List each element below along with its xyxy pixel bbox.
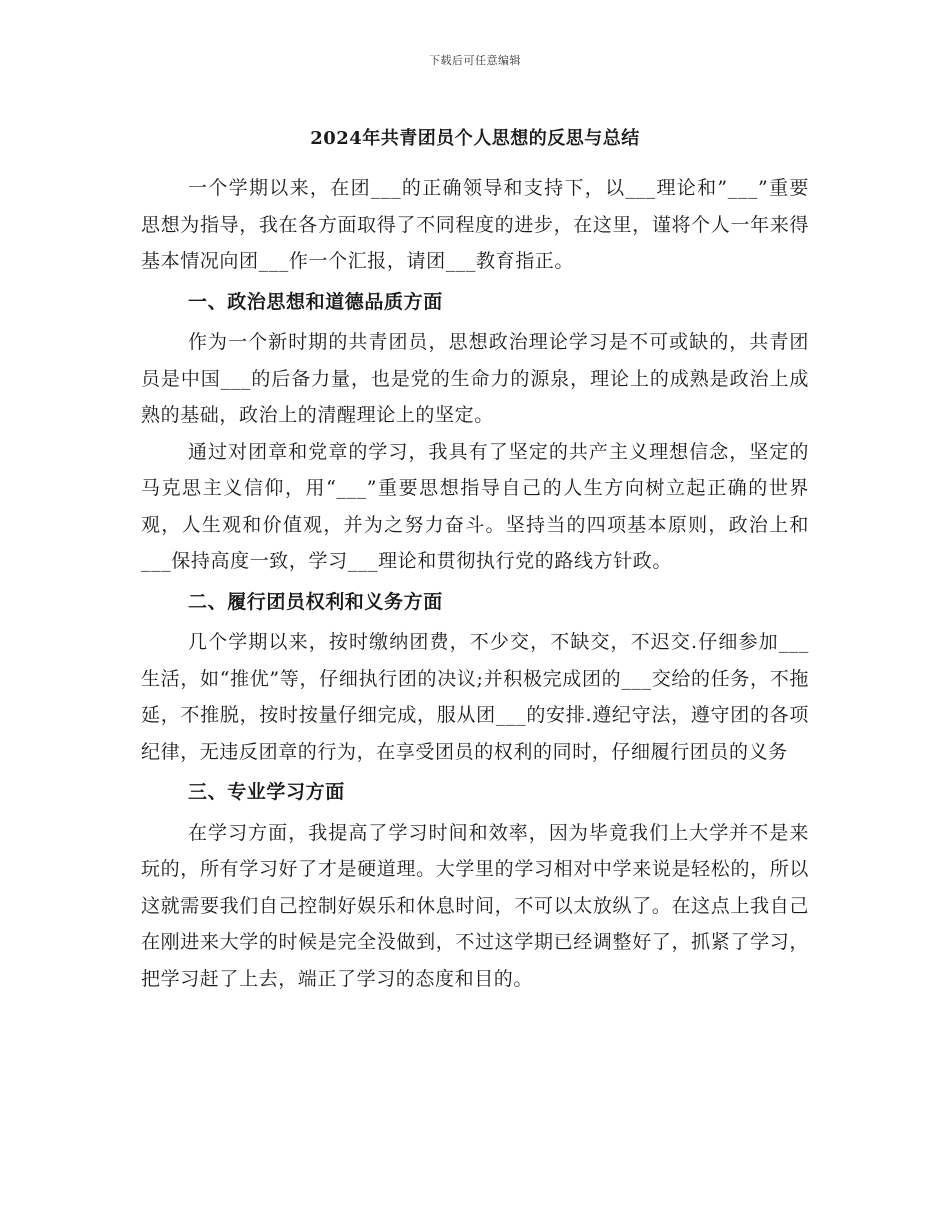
section-paragraph: 在学习方面，我提高了学习时间和效率，因为毕竟我们上大学并不是来玩的，所有学习好了才是硬道理。大学里的学习相对中学来说是轻松的，所以这就需要我们自己控制好娱乐和休息时间，不可以太放纵了。在这点上我自己在刚进来大学的时候是完全没做到，不过这学期已经调整好了，抓紧了学习，把学习赶了上去，端正了学习的态度和目的。 <box>141 821 809 990</box>
header-note: 下载后可任意编辑 <box>429 54 521 67</box>
intro-paragraph: 一个学期以来，在团___的正确领导和支持下，以___理论和”___”重要思想为指导，我在各方面取得了不同程度的进步，在这里，谨将个人一年来得基本情况向团___作一个汇报，请团___教育指正。 <box>141 177 809 272</box>
section-paragraph: 几个学期以来，按时缴纳团费，不少交，不缺交，不迟交.仔细参加___生活，如“推优”等，仔细执行团的决议;并积极完成团的___交给的任务，不拖延，不推脱，按时按量仔细完成，服从团___的安排.遵纪守法，遵守团的各项纪律，无违反团章的行为，在享受团员的权利的同时，仔细履行团员的义务 <box>141 631 809 763</box>
section-paragraph: 作为一个新时期的共青团员，思想政治理论学习是不可或缺的，共青团员是中国___的后备力量，也是党的生命力的源泉，理论上的成熟是政治上成熟的基础，政治上的清醒理论上的坚定。 <box>141 331 809 426</box>
document-body <box>141 170 809 997</box>
section-heading-study: 三、专业学习方面 <box>188 781 345 803</box>
document-title: 2024年共青团员个人思想的反思与总结 <box>310 128 640 149</box>
section-paragraph: 通过对团章和党章的学习，我具有了坚定的共产主义理想信念，坚定的马克思主义信仰，用“___”重要思想指导自己的人生方向树立起正确的世界观，人生观和价值观，并为之努力奋斗。坚持当的四项基本原则，政治上和___保持高度一致，学习___理论和贯彻执行党的路线方针政。 <box>141 440 809 572</box>
section-heading-duties: 二、履行团员权利和义务方面 <box>188 590 443 613</box>
section-heading-politics: 一、政治思想和道德品质方面 <box>188 290 443 313</box>
